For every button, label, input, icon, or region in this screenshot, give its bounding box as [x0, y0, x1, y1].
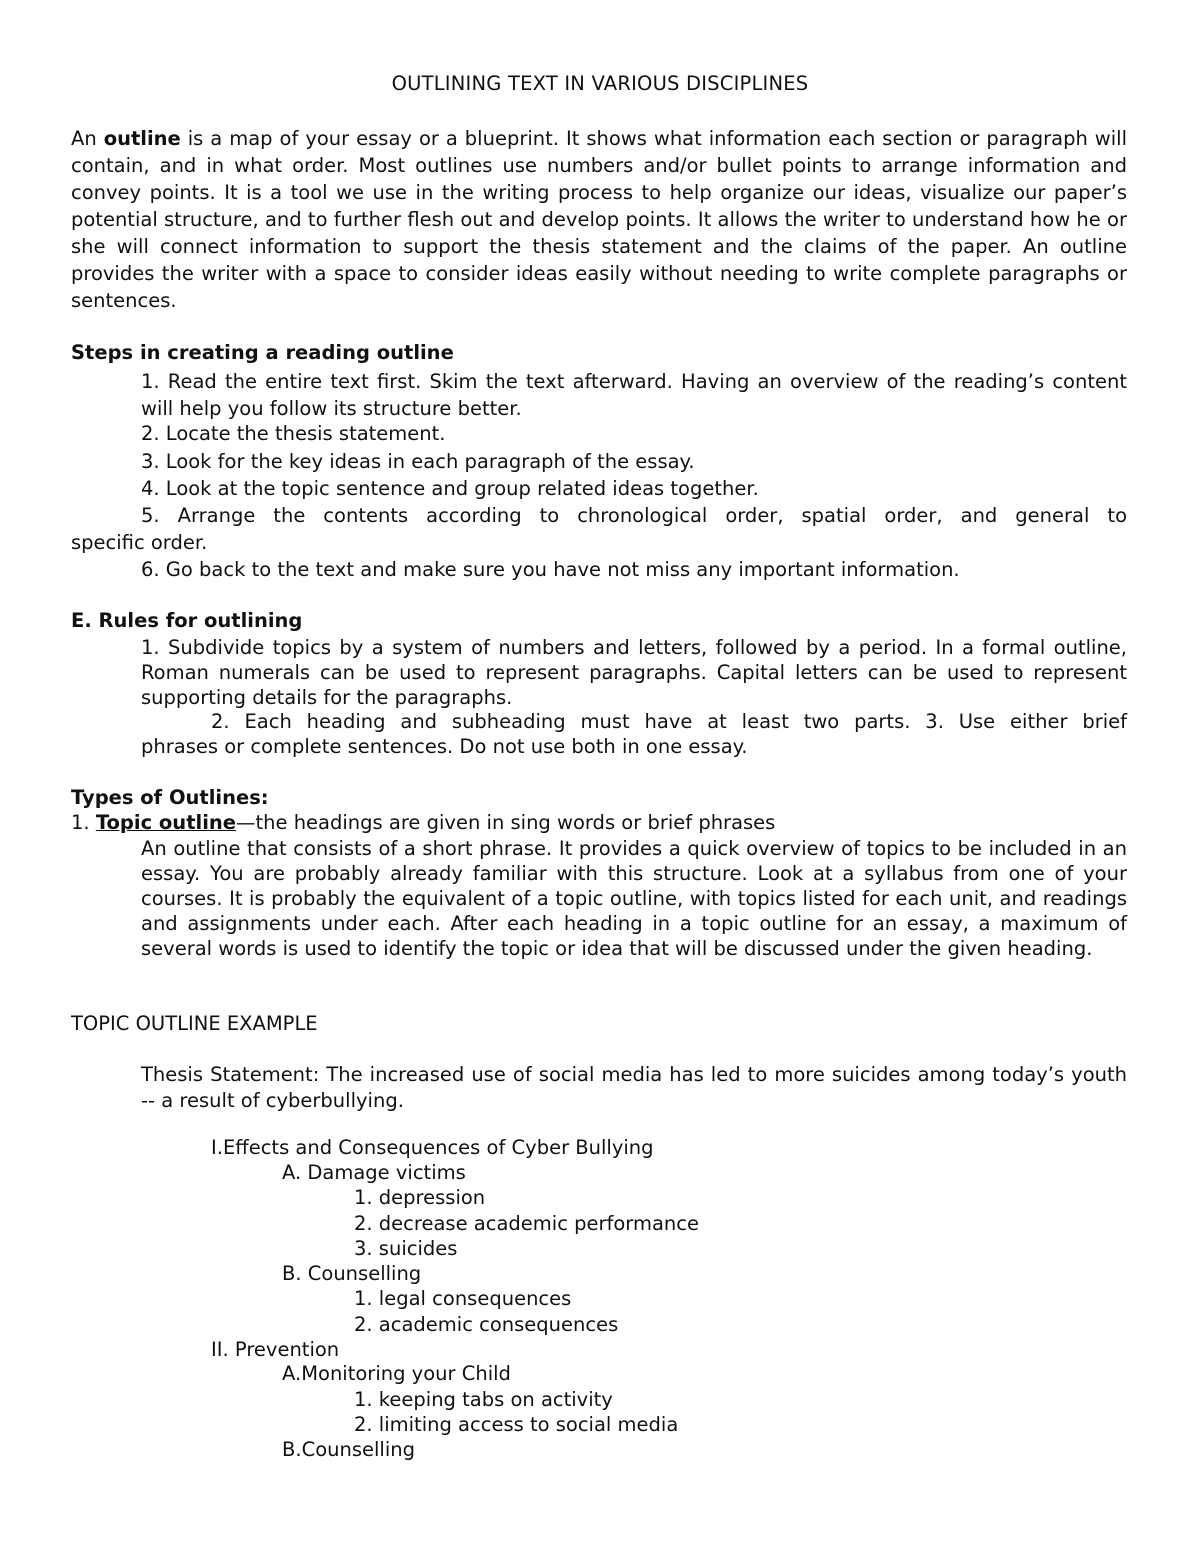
topic-outline-number: 1. [71, 811, 96, 834]
intro-paragraph [71, 125, 1127, 314]
page-title: OUTLINING TEXT IN VARIOUS DISCIPLINES [391, 72, 809, 95]
step-5-line-2: specific order. [71, 531, 208, 554]
intro-lead: An [71, 127, 104, 150]
outline-item-2a: A.Monitoring your Child [282, 1362, 511, 1385]
intro-keyword: outline [103, 127, 181, 150]
topic-outline-rest: —the headings are given in sing words or brief phrases [236, 811, 776, 834]
rule-2-line-1: 2. Each heading and subheading must have at least two parts. 3. Use either brief [211, 710, 1127, 733]
step-1: 1. Read the entire text first. Skim the text afterward. Having an overview of the reading’s content will help you follow its structure better. [141, 370, 1127, 420]
outline-item-a2: 2. decrease academic performance [354, 1212, 700, 1235]
outline-item-2a1: 1. keeping tabs on activity [354, 1388, 613, 1411]
outline-item-a: A. Damage victims [282, 1161, 466, 1184]
outline-item-a3: 3. suicides [354, 1237, 458, 1260]
outline-item-b: B. Counselling [282, 1262, 422, 1285]
topic-outline-label: Topic outline [95, 811, 236, 834]
rule-1: 1. Subdivide topics by a system of numbers and letters, followed by a period. In a formal outline, Roman numerals can be used to represent paragraphs. Capital letters can be used to represent supporting details for the paragraphs. [141, 636, 1127, 709]
thesis-statement: Thesis Statement: The increased use of social media has led to more suicides among today’s youth -- a result of cyberbullying. [141, 1063, 1127, 1112]
outline-item-roman-1: I.Effects and Consequences of Cyber Bullying [211, 1136, 654, 1159]
rules-heading: E. Rules for outlining [71, 609, 303, 632]
outline-item-b1: 1. legal consequences [354, 1287, 572, 1310]
step-2: 2. Locate the thesis statement. [141, 422, 446, 445]
rule-2-line-2: phrases or complete sentences. Do not use both in one essay. [141, 735, 748, 758]
outline-item-2a2: 2. limiting access to social media [354, 1413, 679, 1436]
steps-heading: Steps in creating a reading outline [71, 341, 454, 364]
outline-item-a1: 1. depression [354, 1186, 486, 1209]
step-6: 6. Go back to the text and make sure you have not miss any important information. [141, 558, 960, 581]
topic-outline-description: An outline that consists of a short phrase. It provides a quick overview of topics to be included in an essay. You are probably already familiar with this structure. Look at a syllabus from one of your courses. It is probably the equivalent of a topic outline, with topics listed for each unit, and readings and assignments under each. After each heading in a topic outline for an essay, a maximum of several words is used to identify the topic or idea that will be discussed under the given heading. [141, 837, 1127, 960]
topic-outline-item [71, 811, 775, 834]
outline-item-2b: B.Counselling [282, 1438, 415, 1461]
step-4: 4. Look at the topic sentence and group related ideas together. [141, 477, 759, 500]
example-heading: TOPIC OUTLINE EXAMPLE [71, 1012, 318, 1035]
outline-item-b2: 2. academic consequences [354, 1313, 619, 1336]
step-5-line-1: 5. Arrange the contents according to chronological order, spatial order, and general to [141, 504, 1127, 527]
step-3: 3. Look for the key ideas in each paragraph of the essay. [141, 450, 695, 473]
outline-item-roman-2: II. Prevention [211, 1338, 340, 1361]
intro-text: is a map of your essay or a blueprint. It shows what information each section or paragraph will contain, and in what order. Most outlines use numbers and/or bullet points to arrange information and convey points. It is a tool we use in the writing process to help organize our ideas, visualize our paper’s potential structure, and to further flesh out and develop points. It allows the writer to understand how he or she will connect information to support the thesis statement and the claims of the paper. An outline provides the writer with a space to consider ideas easily without needing to write complete paragraphs or sentences. [71, 127, 1127, 312]
types-heading: Types of Outlines: [71, 786, 269, 809]
